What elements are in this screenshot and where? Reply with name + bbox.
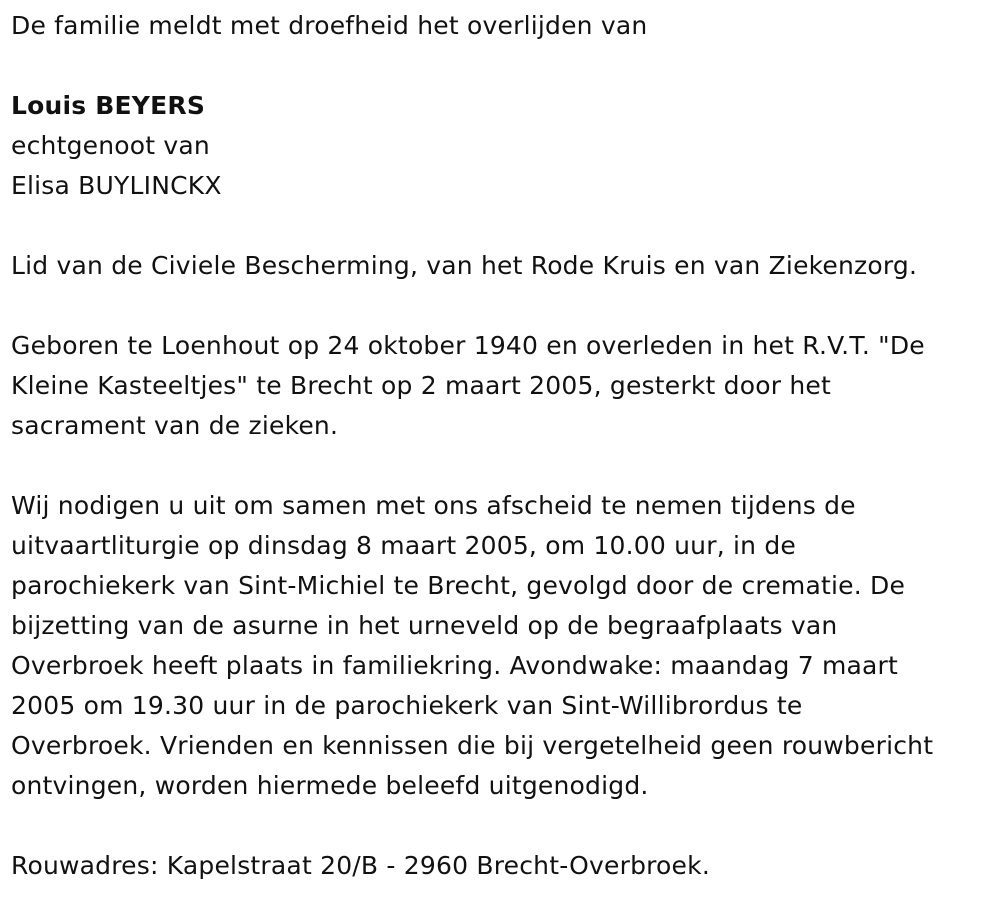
paragraph-line: 2005 om 19.30 uur in de parochiekerk van Sint-Willibrordus te [11,691,803,720]
membership-line: Lid van de Civiele Bescherming, van het Rode Kruis en van Ziekenzorg. [11,251,918,280]
invitation-paragraph [11,486,1000,806]
paragraph-line: uitvaartliturgie op dinsdag 8 maart 2005, om 10.00 uur, in de [11,531,796,560]
spacer [11,286,1000,326]
paragraph-line: parochiekerk van Sint-Michiel te Brecht, gevolgd door de crematie. De [11,571,906,600]
mourning-address: Rouwadres: Kapelstraat 20/B - 2960 Brecht-Overbroek. [11,851,710,880]
birth-death-paragraph [11,326,1000,446]
paragraph-line: Wij nodigen u uit om samen met ons afscheid te nemen tijdens de [11,491,856,520]
paragraph-line: Geboren te Loenhout op 24 oktober 1940 en overleden in het R.V.T. "De [11,331,925,360]
paragraph-line: Kleine Kasteeltjes" te Brecht op 2 maart 2005, gesterkt door het [11,371,831,400]
paragraph-line: bijzetting van de asurne in het urneveld op de begraafplaats van [11,611,838,640]
spacer [11,46,1000,86]
paragraph-line: Overbroek heeft plaats in familiekring. Avondwake: maandag 7 maart [11,651,899,680]
relation-line: echtgenoot van [11,131,210,160]
spouse-name: Elisa BUYLINCKX [11,171,222,200]
spacer [11,446,1000,486]
paragraph-line: Overbroek. Vrienden en kennissen die bij vergetelheid geen rouwbericht [11,731,934,760]
deceased-name: Louis BEYERS [11,91,206,120]
paragraph-line: sacrament van de zieken. [11,411,339,440]
spacer [11,806,1000,846]
paragraph-line: ontvingen, worden hiermede beleefd uitgenodigd. [11,771,649,800]
spacer [11,206,1000,246]
intro-line: De familie meldt met droefheid het overlijden van [11,11,648,40]
